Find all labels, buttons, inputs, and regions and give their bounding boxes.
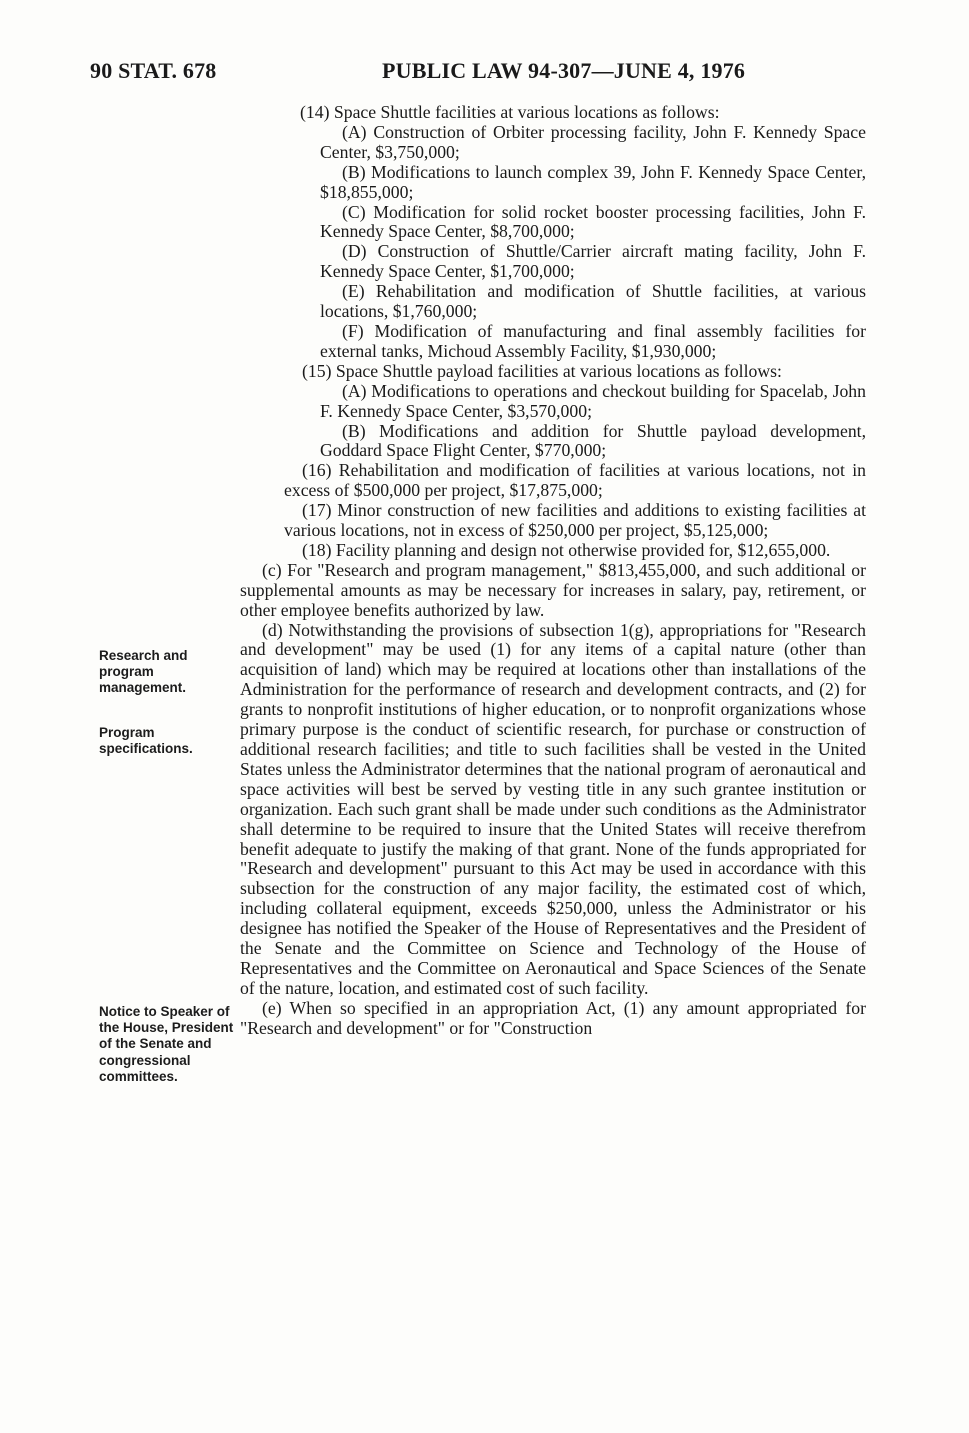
paragraph-18: (18) Facility planning and design not otherwise provided for, $12,655,000. [302, 539, 831, 560]
paragraph-14c: (C) Modification for solid rocket booster processing facilities, John F. Kennedy Space Center, $8,700,000; [320, 201, 866, 242]
subsection-e: (e) When so specified in an appropriation Act, (1) any amount appropriated for "Research and development" or for "Construction [240, 997, 866, 1038]
paragraph-16: (16) Rehabilitation and modification of facilities at various locations, not in excess of $500,000 per project, $17,875,000; [284, 460, 866, 501]
paragraph-14f: (F) Modification of manufacturing and final assembly facilities for external tanks, Michoud Assembly Facility, $1,930,000; [320, 320, 866, 361]
margin-note-research: Research and program management. [99, 648, 188, 696]
paragraph-15b: (B) Modifications and addition for Shuttle payload development, Goddard Space Flight Center, $770,000; [320, 420, 866, 461]
statute-body [240, 103, 866, 1039]
subsection-c: (c) For "Research and program management," $813,455,000, and such additional or supplemental amounts as may be necessary for increases in salary, pay, retirement, or other employee benefits authorized by law. [240, 559, 866, 620]
paragraph-15: (15) Space Shuttle payload facilities at various locations as follows: [302, 360, 782, 381]
paragraph-14b: (B) Modifications to launch complex 39, John F. Kennedy Space Center, $18,855,000; [320, 161, 866, 202]
margin-note-program-specifications: Program specifications. [99, 725, 193, 757]
paragraph-15a: (A) Modifications to operations and checkout building for Spacelab, John F. Kennedy Space Center, $3,570,000; [320, 380, 866, 421]
subsection-d: (d) Notwithstanding the provisions of subsection 1(g), appropriations for "Research and development" may be used (1) for any items of a capital nature (other than acquisition of land) which may be required at locations other than installations of the Administration for the performance of research and development contracts, and (2) for grants to nonprofit institutions of higher education, or to nonprofit organizations whose primary purpose is the conduct of scientific research, for purchase or construction of additional research facilities; and title to such facilities shall be vested in the United States unless the Administrator determines that the national program of aeronautical and space activities will best be served by vesting title in any such grantee institution or organization. Each such grant shall be made under such conditions as the Administrator shall determine to be required to insure that the United States will receive therefrom benefit adequate to justify the making of that grant. None of the funds appropriated for "Research and development" pursuant to this Act may be used in accordance with this subsection for the construction of any major facility, the estimated cost of which, including collateral equipment, exceeds $250,000, unless the Administrator or his designee has notified the Speaker of the House of Representatives and the President of the Senate and the Committee on Science and Technology of the House of Representatives and the Committee on Aeronautical and Space Sciences of the Senate of the nature, location, and estimated cost of such facility. [240, 619, 866, 998]
margin-note-notice: Notice to Speaker of the House, President of the Senate and congressional committees. [99, 1004, 234, 1084]
paragraph-14: (14) Space Shuttle facilities at various locations as follows: [300, 102, 720, 122]
paragraph-14e: (E) Rehabilitation and modification of Shuttle facilities, at various locations, $1,760,000; [320, 281, 866, 322]
paragraph-14a: (A) Construction of Orbiter processing facility, John F. Kennedy Space Center, $3,750,000; [320, 121, 866, 162]
statute-page-reference: 90 STAT. 678 [90, 58, 217, 83]
paragraph-17: (17) Minor construction of new facilities and additions to existing facilities at various locations, not in excess of $250,000 per project, $5,125,000; [284, 500, 866, 541]
running-header: PUBLIC LAW 94-307—JUNE 4, 1976 [382, 58, 746, 83]
paragraph-14d: (D) Construction of Shuttle/Carrier aircraft mating facility, John F. Kennedy Space Center, $1,700,000; [320, 241, 866, 282]
